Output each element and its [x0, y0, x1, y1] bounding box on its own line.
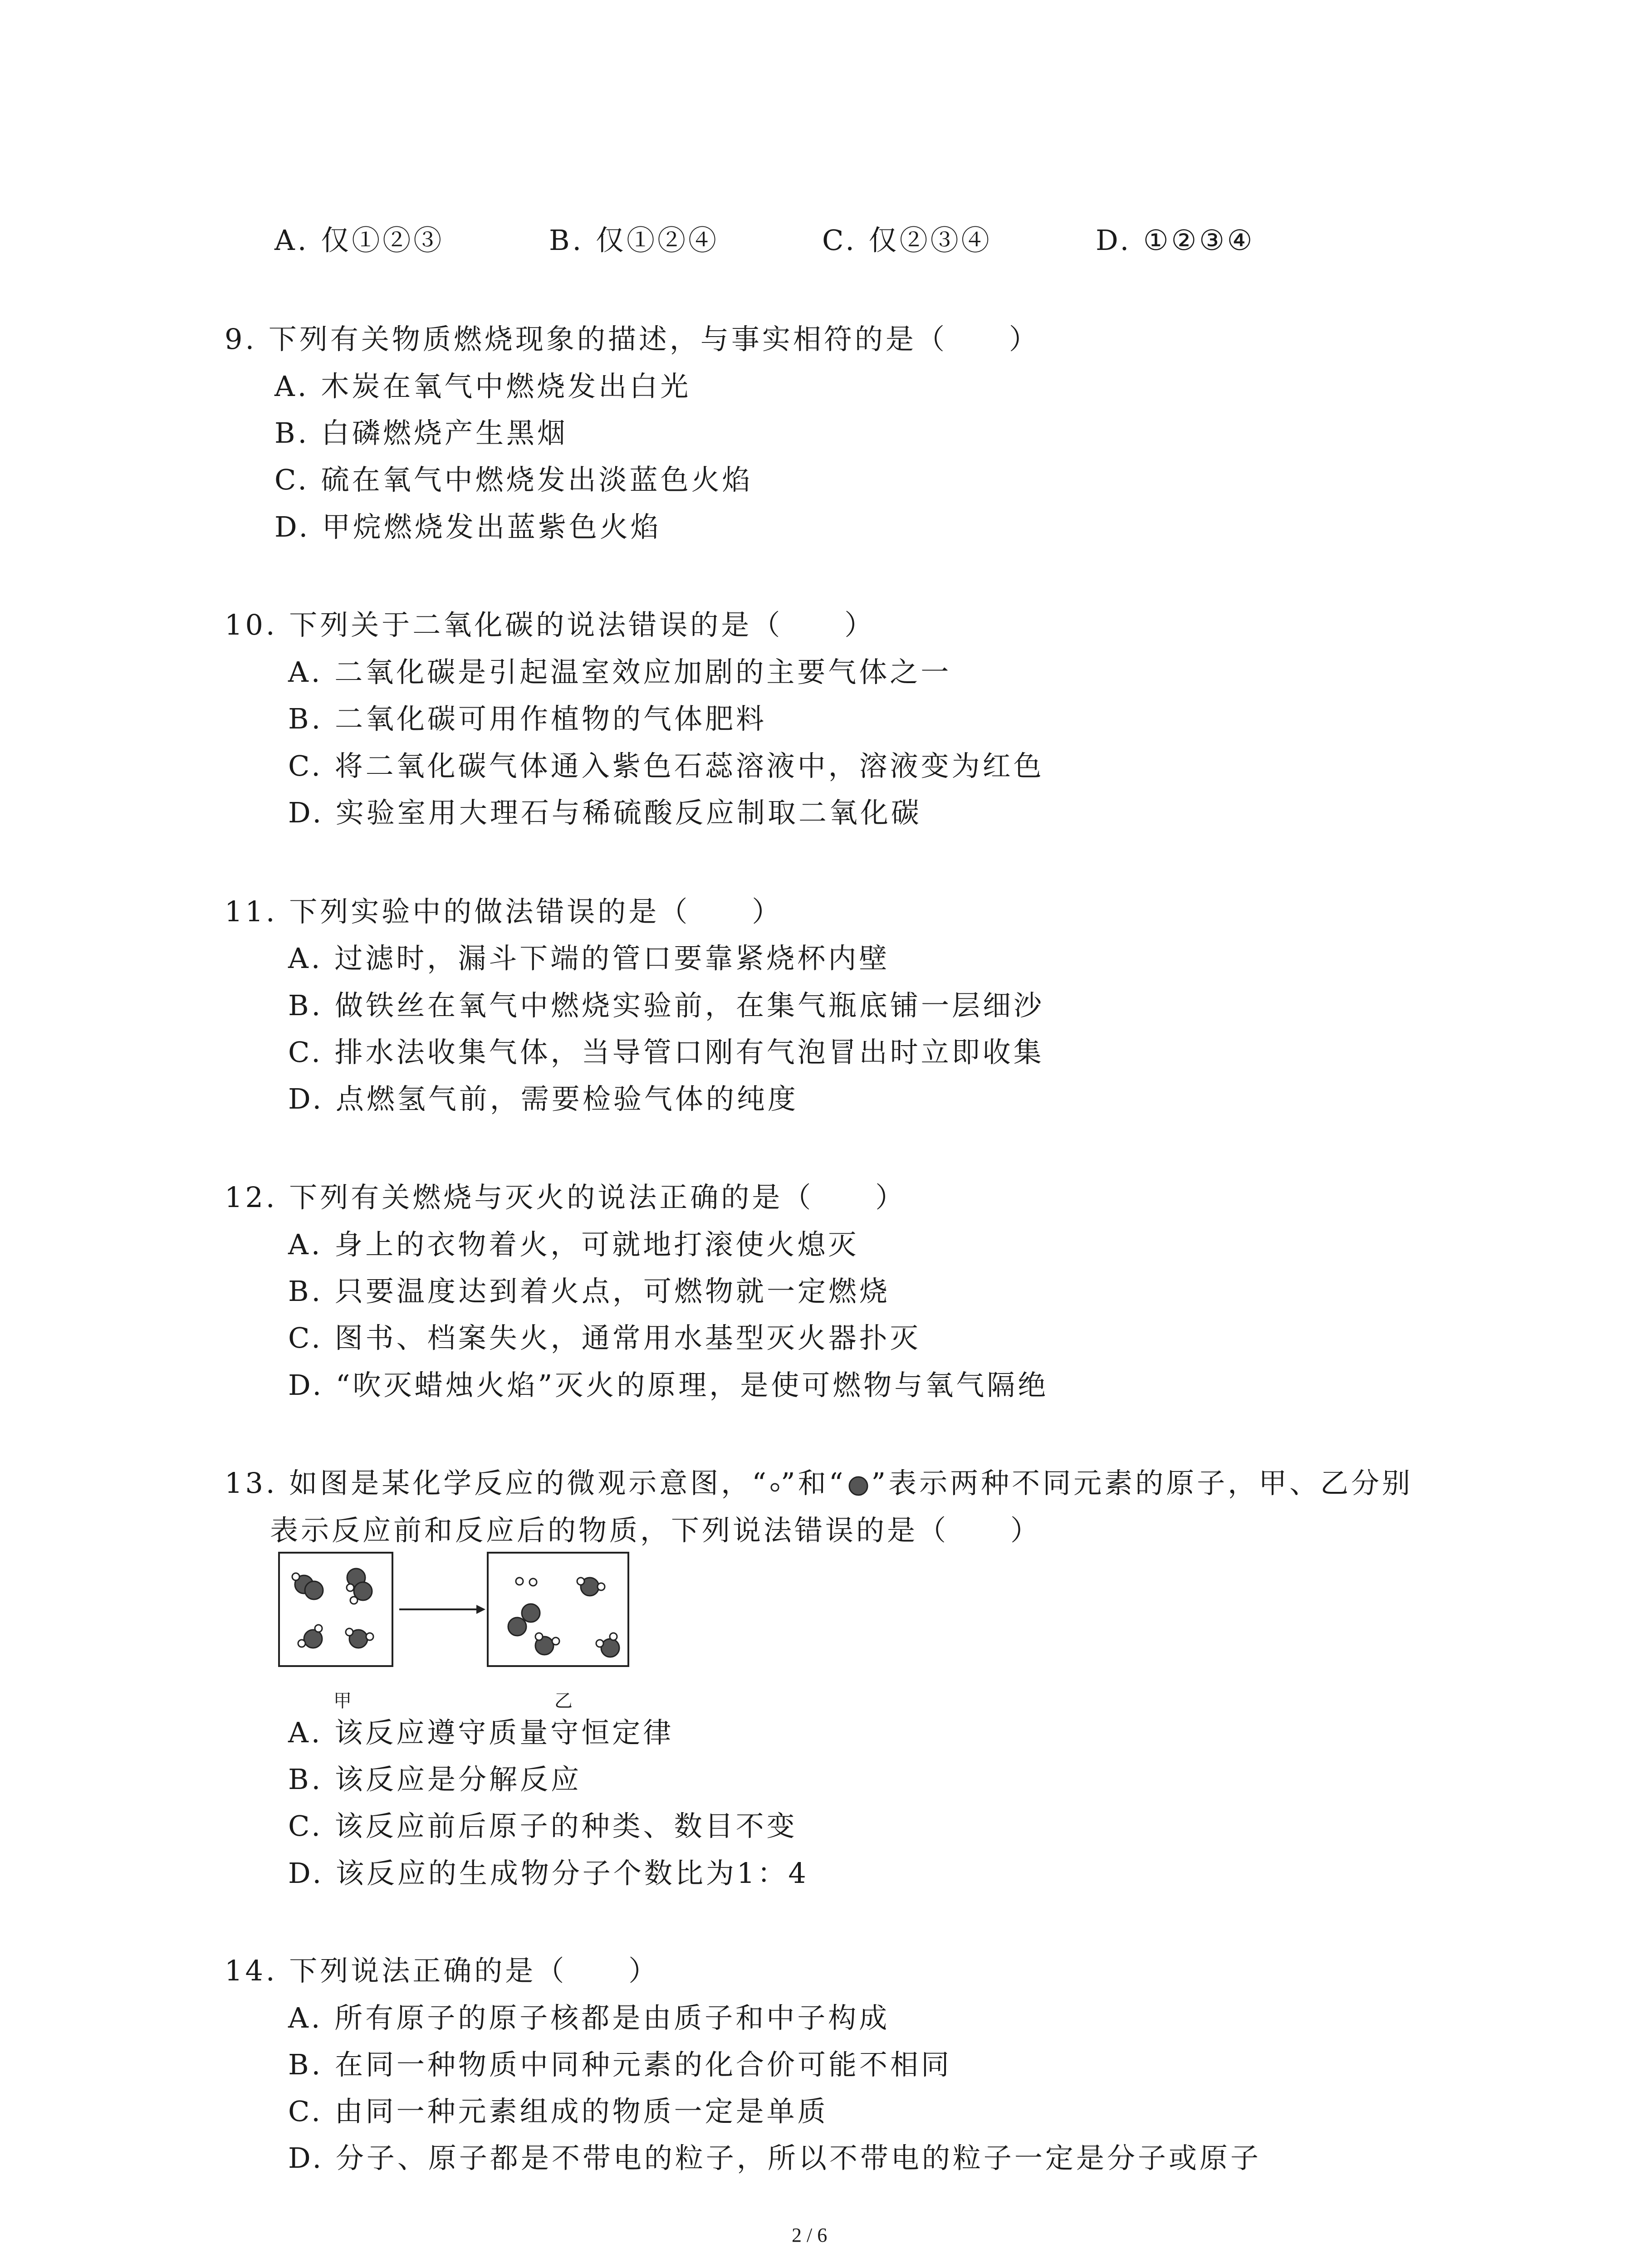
q13-stem-part2: ”和“ — [781, 1466, 846, 1500]
box-before — [279, 1553, 392, 1666]
q11-stem: 11. 下列实验中的做法错误的是（ ） — [225, 895, 783, 928]
page-number: 2 / 6 — [792, 2224, 828, 2246]
q12-stem: 12. 下列有关燃烧与灭火的说法正确的是（ ） — [225, 1181, 906, 1214]
q12-option-a: A. 身上的衣物着火，可就地打滚使火熄灭 — [288, 1228, 859, 1261]
gray-atom-icon — [846, 1474, 871, 1497]
q10-option-c: C. 将二氧化碳气体通入紫色石蕊溶液中，溶液变为红色 — [288, 749, 1044, 782]
q9-option-c: C. 硫在氧气中燃烧发出淡蓝色火焰 — [274, 463, 753, 496]
q11-option-a: A. 过滤时，漏斗下端的管口要靠紧烧杯内壁 — [288, 942, 890, 975]
q13-option-c: C. 该反应前后原子的种类、数目不变 — [288, 1809, 798, 1843]
arrow-head — [476, 1605, 485, 1614]
q13-stem-line1 — [225, 1465, 1413, 1501]
q13-option-a: A. 该反应遵守质量守恒定律 — [288, 1716, 674, 1749]
q14-stem: 14. 下列说法正确的是（ ） — [225, 1954, 660, 1987]
q9-option-b: B. 白磷燃烧产生黑烟 — [274, 416, 568, 450]
q8-option-c: C. 仅②③④ — [822, 224, 992, 257]
q14-option-b: B. 在同一种物质中同种元素的化合价可能不相同 — [288, 2048, 952, 2081]
figure-label-before: 甲 — [333, 1691, 352, 1711]
q13-option-b: B. 该反应是分解反应 — [288, 1763, 582, 1796]
white-atom-icon — [769, 1476, 781, 1495]
q13-stem-line2: 表示反应前和反应后的物质，下列说法错误的是（ ） — [270, 1514, 1042, 1547]
q14-option-a: A. 所有原子的原子核都是由质子和中子构成 — [288, 2001, 890, 2034]
q11-option-c: C. 排水法收集气体，当导管口刚有气泡冒出时立即收集 — [288, 1036, 1044, 1069]
figure-label-after: 乙 — [554, 1691, 573, 1711]
q10-option-b: B. 二氧化碳可用作植物的气体肥料 — [288, 702, 767, 735]
q9-option-a: A. 木炭在氧气中燃烧发出白光 — [274, 370, 691, 403]
q13-stem-part3: ”表示两种不同元素的原子，甲、乙分别 — [871, 1466, 1413, 1500]
q8-options-row — [0, 222, 1641, 259]
q13-option-d: D. 该反应的生成物分子个数比为1：4 — [288, 1857, 809, 1890]
q9-stem: 9. 下列有关物质燃烧现象的描述，与事实相符的是（ ） — [225, 323, 1040, 356]
q10-option-a: A. 二氧化碳是引起温室效应加剧的主要气体之一 — [288, 655, 952, 689]
q10-stem: 10. 下列关于二氧化碳的说法错误的是（ ） — [225, 608, 876, 641]
q13-stem-part1: 13. 如图是某化学反应的微观示意图，“ — [225, 1466, 769, 1500]
q14-option-c: C. 由同一种元素组成的物质一定是单质 — [288, 2095, 828, 2128]
q14-option-d: D. 分子、原子都是不带电的粒子，所以不带电的粒子一定是分子或原子 — [288, 2141, 1261, 2175]
reaction-diagram — [277, 1550, 640, 1691]
q12-option-c: C. 图书、档案失火，通常用水基型灭火器扑灭 — [288, 1321, 921, 1354]
q8-option-d: D. ①②③④ — [1096, 224, 1255, 257]
q12-option-b: B. 只要温度达到着火点，可燃物就一定燃烧 — [288, 1275, 890, 1308]
q9-option-d: D. 甲烷燃烧发出蓝紫色火焰 — [274, 510, 661, 543]
q8-option-a: A. 仅①②③ — [274, 224, 445, 257]
q11-option-d: D. 点燃氢气前，需要检验气体的纯度 — [288, 1082, 798, 1115]
q11-option-b: B. 做铁丝在氧气中燃烧实验前，在集气瓶底铺一层细沙 — [288, 989, 1044, 1022]
q12-option-d: D. “吹灭蜡烛火焰”灭火的原理，是使可燃物与氧气隔绝 — [288, 1369, 1049, 1402]
q10-option-d: D. 实验室用大理石与稀硫酸反应制取二氧化碳 — [288, 796, 922, 829]
q8-option-b: B. 仅①②④ — [549, 224, 719, 257]
